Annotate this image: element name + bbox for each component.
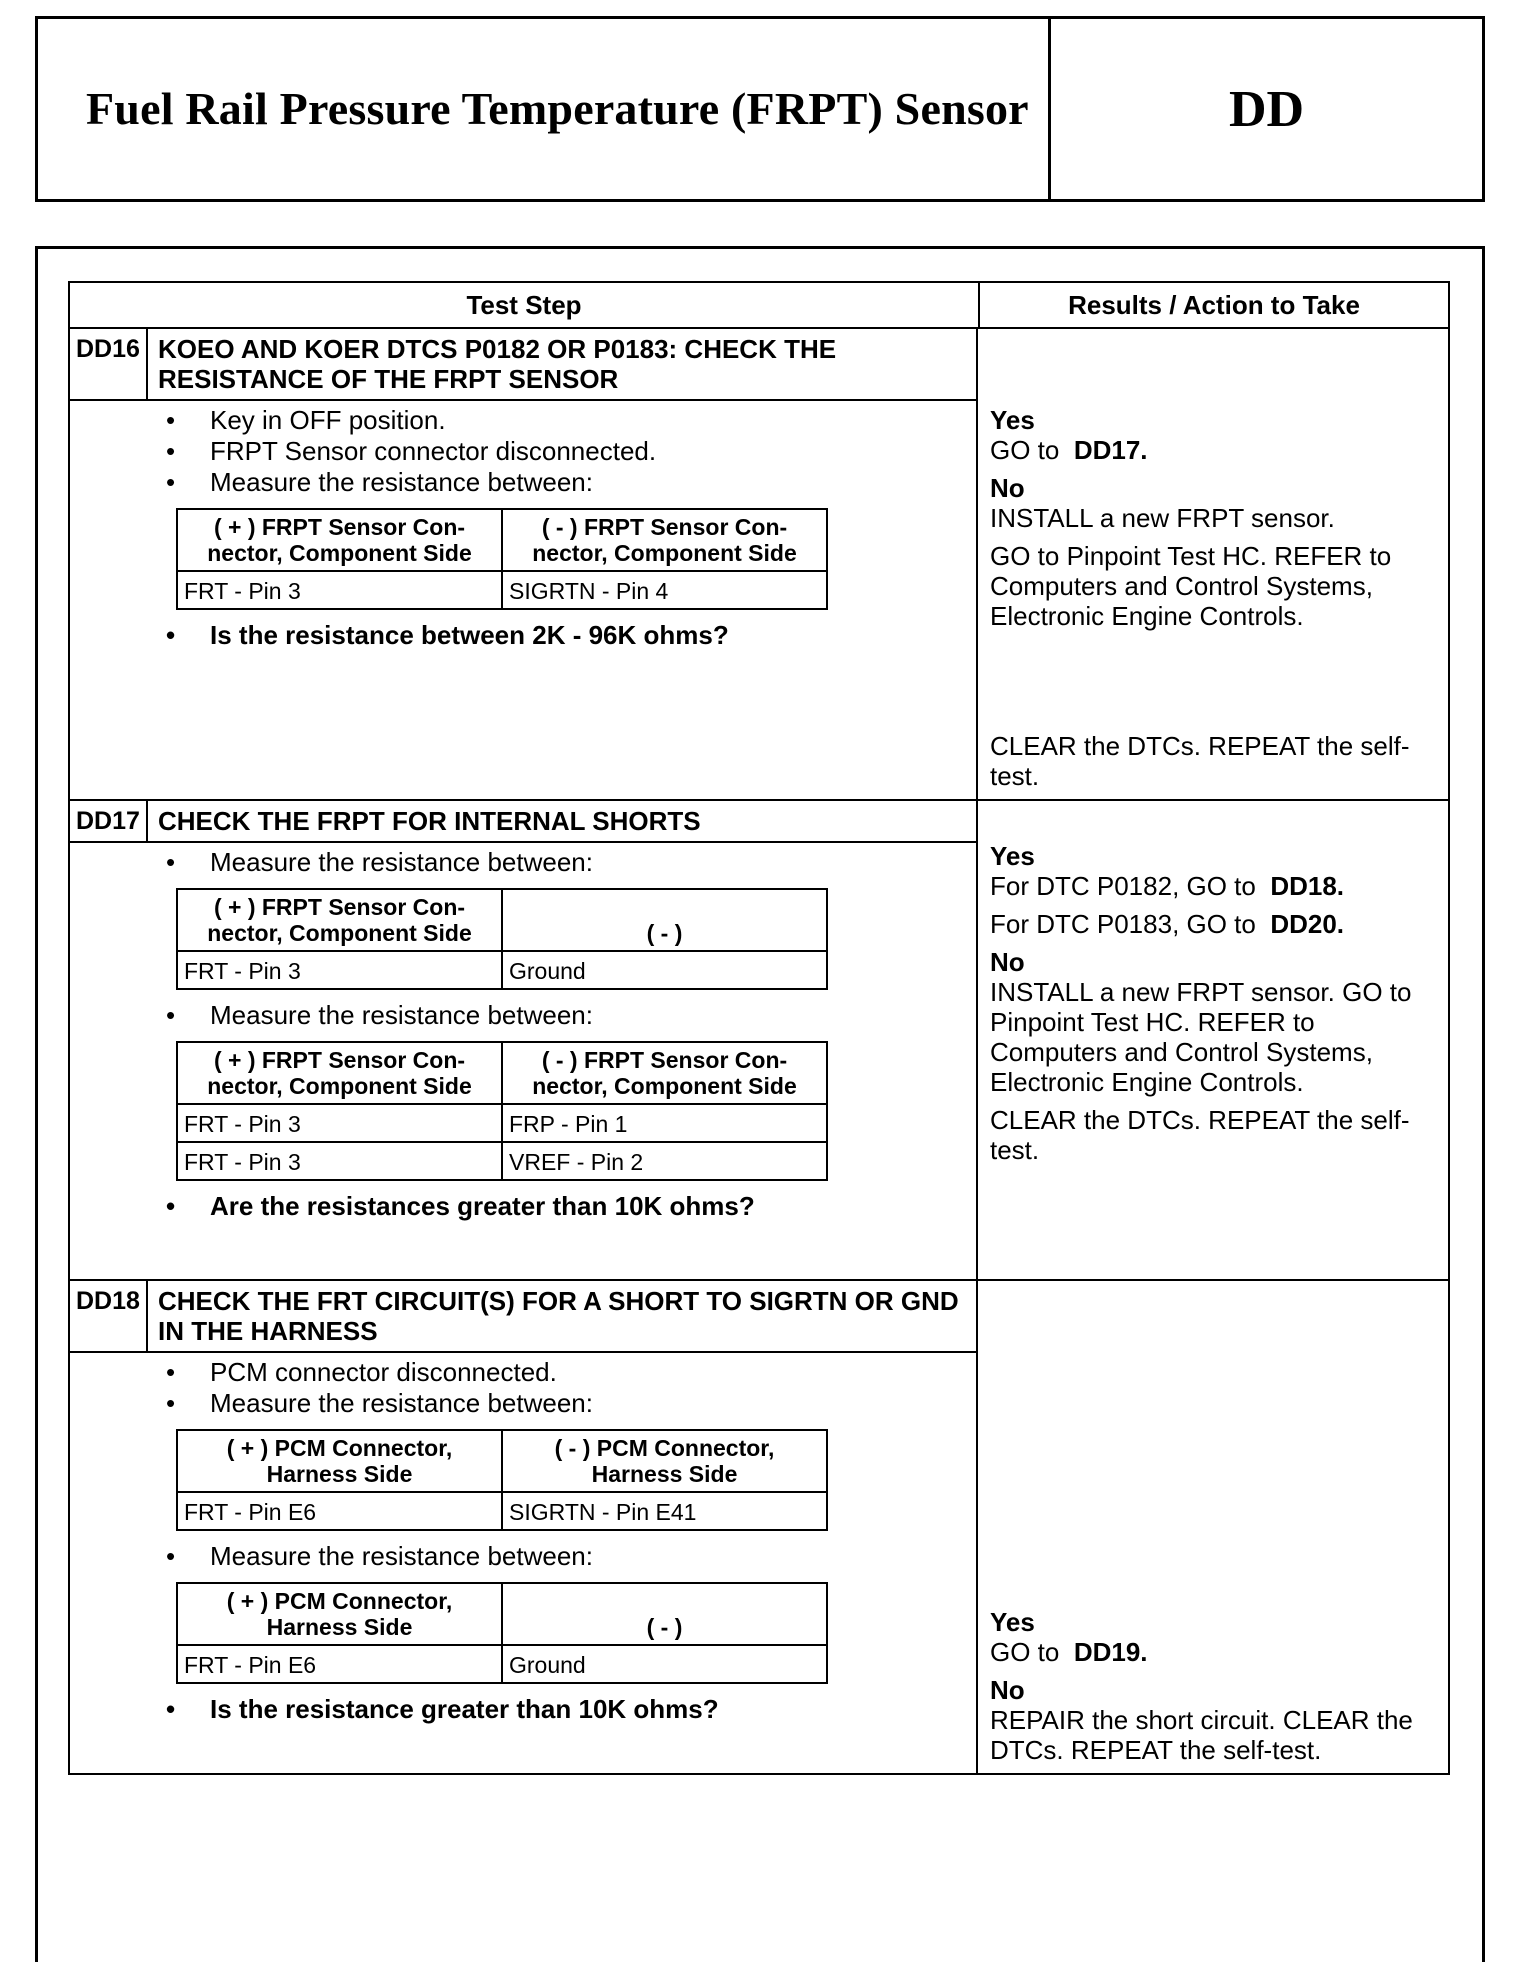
measurement-table (176, 888, 828, 990)
negative-lead-header: ( - ) FRPT Sensor Con- nector, Component Side (502, 509, 827, 571)
instruction: • Measure the resistance between: (70, 1000, 976, 1031)
measurement-table (176, 1582, 828, 1684)
instruction: • FRPT Sensor connector disconnected. (70, 436, 976, 467)
step-id: DD16 (70, 329, 148, 399)
step-dd17 (70, 801, 1448, 1281)
instruction: • Measure the resistance between: (70, 847, 976, 878)
positive-lead-pin: FRT - Pin E6 (177, 1492, 502, 1530)
positive-lead-pin: FRT - Pin 3 (177, 1104, 502, 1142)
negative-lead-pin: FRP - Pin 1 (502, 1104, 827, 1142)
instruction: • Measure the resistance between: (70, 467, 976, 498)
no-label: No (990, 947, 1025, 977)
results-column-header: Results / Action to Take (1068, 289, 1360, 320)
measurement-table (176, 508, 828, 610)
page-header (35, 16, 1485, 202)
step-dd16-left (70, 329, 978, 799)
positive-lead-header: ( + ) FRPT Sensor Con- nector, Component Side (177, 889, 502, 951)
negative-lead-pin: SIGRTN - Pin 4 (502, 571, 827, 609)
step-dd16-results (978, 329, 1448, 799)
negative-lead-pin: SIGRTN - Pin E41 (502, 1492, 827, 1530)
results-block (990, 731, 1440, 799)
negative-lead-header: ( - ) FRPT Sensor Con- nector, Component Side (502, 1042, 827, 1104)
step-dd18 (70, 1281, 1448, 1773)
yes-label: Yes (990, 1607, 1035, 1637)
instruction: • Measure the resistance between: (70, 1541, 976, 1572)
negative-lead-header: ( - ) (502, 1583, 827, 1645)
negative-lead-pin: VREF - Pin 2 (502, 1142, 827, 1180)
measurement-table (176, 1429, 828, 1531)
no-action: CLEAR the DTCs. REPEAT the self-test. (990, 1105, 1410, 1165)
positive-lead-pin: FRT - Pin 3 (177, 951, 502, 989)
positive-lead-header: ( + ) PCM Connector, Harness Side (177, 1430, 502, 1492)
yes-target-step: DD19. (1073, 1637, 1148, 1667)
negative-lead-pin: Ground (502, 951, 827, 989)
step-title: KOEO AND KOER DTCS P0182 OR P0183: CHECK THE RESISTANCE OF THE FRPT SENSOR (158, 334, 837, 394)
step-dd16-body (70, 401, 976, 657)
yes-action: For DTC P0182, GO to (990, 871, 1256, 901)
step-id: DD18 (70, 1281, 148, 1351)
step-dd16 (70, 329, 1448, 801)
yes-action: For DTC P0183, GO to (990, 909, 1256, 939)
table-header (70, 283, 1448, 329)
step-dd17-head (70, 801, 976, 843)
test-step-table (68, 281, 1450, 1775)
step-dd18-body (70, 1353, 976, 1731)
test-question: • Is the resistance greater than 10K ohms? (70, 1694, 976, 1725)
negative-lead-header: ( - ) PCM Connector, Harness Side (502, 1430, 827, 1492)
step-dd18-head (70, 1281, 976, 1353)
yes-target-step: DD20. (1270, 909, 1345, 939)
positive-lead-pin: FRT - Pin 3 (177, 1142, 502, 1180)
no-action: CLEAR the DTCs. REPEAT the self-test. (990, 731, 1410, 791)
positive-lead-header: ( + ) FRPT Sensor Con- nector, Component Side (177, 1042, 502, 1104)
positive-lead-header: ( + ) PCM Connector, Harness Side (177, 1583, 502, 1645)
instruction: • PCM connector disconnected. (70, 1357, 976, 1388)
no-action: GO to Pinpoint Test HC. REFER to Computers and Control Systems, Electronic Engine Controls. (990, 541, 1392, 631)
yes-label: Yes (990, 841, 1035, 871)
step-dd17-left (70, 801, 978, 1279)
step-id: DD17 (70, 801, 148, 841)
negative-lead-pin: Ground (502, 1645, 827, 1683)
test-step-column-header: Test Step (70, 283, 980, 327)
no-action: INSTALL a new FRPT sensor. GO to Pinpoint Test HC. REFER to Computers and Control Systems, Electronic Engine Controls. (990, 977, 1412, 1097)
yes-action: GO to (990, 435, 1060, 465)
step-dd18-left (70, 1281, 978, 1773)
step-dd18-results (978, 1281, 1448, 1773)
section-code: DD (1228, 80, 1305, 138)
test-question: • Is the resistance between 2K - 96K ohms? (70, 620, 976, 651)
no-label: No (990, 473, 1025, 503)
step-title: CHECK THE FRPT FOR INTERNAL SHORTS (158, 806, 701, 836)
positive-lead-pin: FRT - Pin 3 (177, 571, 502, 609)
negative-lead-header: ( - ) (502, 889, 827, 951)
results-block (990, 841, 1440, 1173)
step-dd16-head (70, 329, 976, 401)
yes-action: GO to (990, 1637, 1060, 1667)
no-action: INSTALL a new FRPT sensor. (990, 503, 1335, 533)
page-title: Fuel Rail Pressure Temperature (FRPT) Sensor (86, 83, 1029, 134)
yes-label: Yes (990, 405, 1035, 435)
results-block (990, 1607, 1440, 1773)
title-cell (38, 19, 1051, 199)
positive-lead-header: ( + ) FRPT Sensor Con- nector, Component Side (177, 509, 502, 571)
yes-target-step: DD17. (1073, 435, 1148, 465)
no-label: No (990, 1675, 1025, 1705)
no-action: REPAIR the short circuit. CLEAR the DTCs. REPEAT the self-test. (990, 1705, 1413, 1765)
positive-lead-pin: FRT - Pin E6 (177, 1645, 502, 1683)
step-dd17-results (978, 801, 1448, 1279)
instruction: • Measure the resistance between: (70, 1388, 976, 1419)
instruction: • Key in OFF position. (70, 405, 976, 436)
yes-target-step: DD18. (1270, 871, 1345, 901)
test-question: • Are the resistances greater than 10K ohms? (70, 1191, 976, 1222)
results-block (990, 405, 1440, 639)
step-dd17-body (70, 843, 976, 1228)
step-title: CHECK THE FRT CIRCUIT(S) FOR A SHORT TO SIGRTN OR GND IN THE HARNESS (158, 1286, 959, 1346)
measurement-table (176, 1041, 828, 1181)
